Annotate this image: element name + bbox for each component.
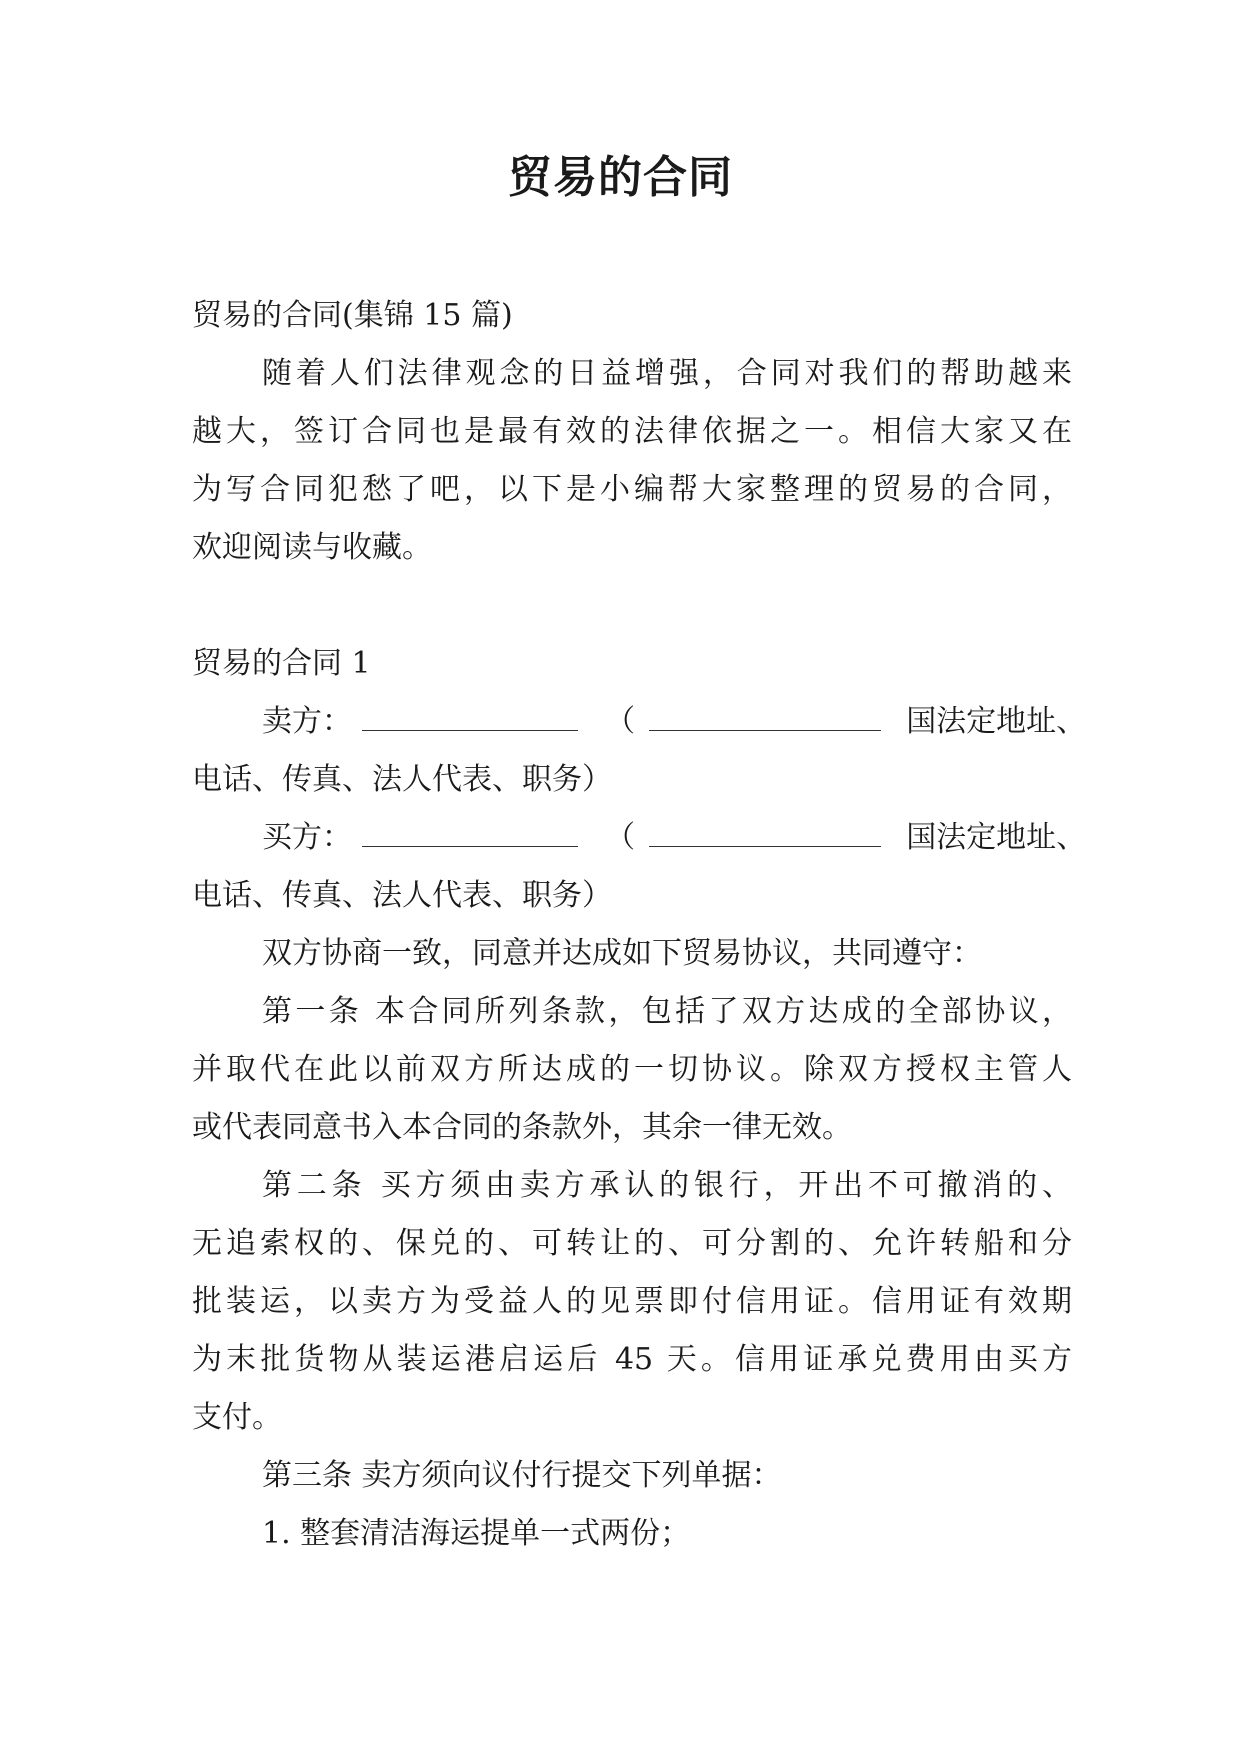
section-heading: 贸易的合同 1 bbox=[192, 646, 371, 681]
seller-line bbox=[192, 693, 1087, 751]
article2-line: 批装运，以卖方为受益人的见票即付信用证。信用证有效期 bbox=[192, 1284, 1072, 1319]
article2-line: 无追索权的、保兑的、可转让的、可分割的、允许转船和分 bbox=[192, 1226, 1072, 1261]
document-body bbox=[192, 287, 1087, 1563]
seller-continuation: 电话、传真、法人代表、职务） bbox=[192, 762, 612, 797]
seller-label: 卖方： bbox=[262, 704, 352, 739]
intro-line: 越大，签订合同也是最有效的法律依据之一。相信大家又在 bbox=[192, 414, 1072, 449]
article1-line: 第一条 本合同所列条款，包括了双方达成的全部协议， bbox=[262, 994, 1072, 1029]
paragraph-gap bbox=[192, 577, 1072, 635]
article2-line: 第二条 买方须由卖方承认的银行，开出不可撤消的、 bbox=[262, 1168, 1072, 1203]
article2-line: 支付。 bbox=[192, 1400, 282, 1435]
seller-country-blank bbox=[649, 708, 881, 731]
buyer-continuation: 电话、传真、法人代表、职务） bbox=[192, 878, 612, 913]
article2-line: 为末批货物从装运港启运后 45 天。信用证承兑费用由买方 bbox=[192, 1342, 1072, 1377]
intro-line: 为写合同犯愁了吧，以下是小编帮大家整理的贸易的合同， bbox=[192, 472, 1072, 507]
buyer-open-paren: （ bbox=[605, 820, 636, 855]
seller-open-paren: （ bbox=[605, 704, 636, 739]
buyer-line bbox=[192, 809, 1087, 867]
intro-line: 欢迎阅读与收藏。 bbox=[192, 530, 432, 565]
document-title: 贸易的合同 bbox=[508, 152, 733, 203]
buyer-suffix: 国法定地址、 bbox=[906, 820, 1087, 855]
buyer-label: 买方： bbox=[262, 820, 352, 855]
seller-name-blank bbox=[362, 708, 578, 731]
buyer-name-blank bbox=[362, 824, 578, 847]
article1-line: 并取代在此以前双方所达成的一切协议。除双方授权主管人 bbox=[192, 1052, 1072, 1087]
list-item: 1. 整套清洁海运提单一式两份； bbox=[262, 1516, 691, 1551]
seller-suffix: 国法定地址、 bbox=[906, 704, 1087, 739]
buyer-country-blank bbox=[649, 824, 881, 847]
article3-line: 第三条 卖方须向议付行提交下列单据： bbox=[262, 1458, 782, 1493]
document-subtitle: 贸易的合同(集锦 15 篇) bbox=[192, 298, 513, 333]
article1-line: 或代表同意书入本合同的条款外，其余一律无效。 bbox=[192, 1110, 852, 1145]
agreement-line: 双方协商一致，同意并达成如下贸易协议，共同遵守： bbox=[262, 936, 982, 971]
intro-line: 随着人们法律观念的日益增强，合同对我们的帮助越来 bbox=[262, 356, 1072, 391]
